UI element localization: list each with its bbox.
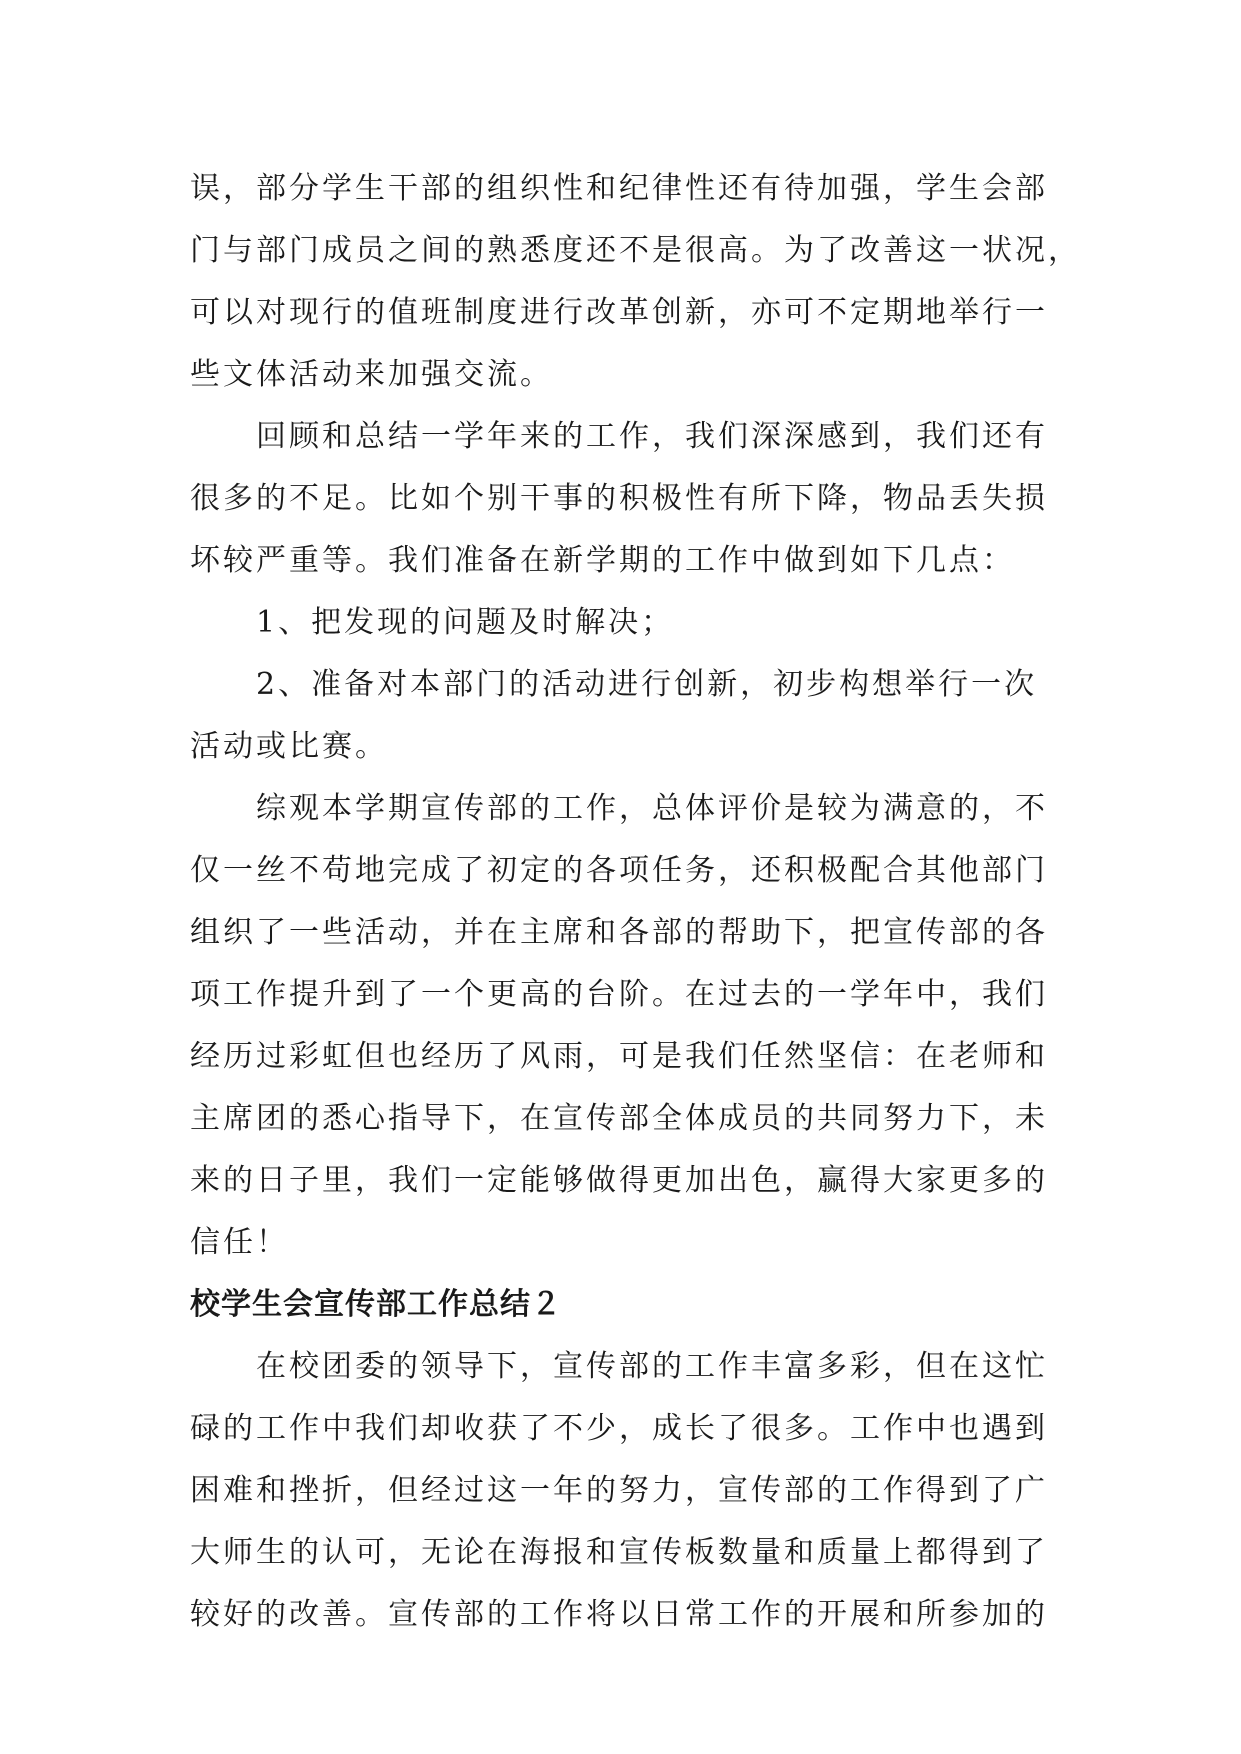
text-line: 很多的不足。比如个别干事的积极性有所下降，物品丢失损 (190, 481, 1048, 516)
text-line: 信任！ (190, 1225, 289, 1260)
text-line: 主席团的悉心指导下，在宣传部全体成员的共同努力下，未 (190, 1101, 1048, 1136)
document-body (190, 158, 1090, 1646)
text-line: 困难和挫折，但经过这一年的努力，宣传部的工作得到了广 (190, 1473, 1048, 1508)
text-line: 综观本学期宣传部的工作，总体评价是较为满意的，不 (256, 791, 1048, 826)
text-line: 些文体活动来加强交流。 (190, 357, 553, 392)
text-line: 门与部门成员之间的熟悉度还不是很高。为了改善这一状况， (190, 233, 1081, 268)
paragraph (190, 778, 1090, 1274)
text-line: 在校团委的领导下，宣传部的工作丰富多彩，但在这忙 (256, 1349, 1048, 1384)
text-line: 1、把发现的问题及时解决； (256, 605, 675, 640)
text-line: 经历过彩虹但也经历了风雨，可是我们任然坚信：在老师和 (190, 1039, 1048, 1074)
text-line: 坏较严重等。我们准备在新学期的工作中做到如下几点： (190, 543, 1015, 578)
paragraph (190, 1336, 1090, 1646)
text-line: 误，部分学生干部的组织性和纪律性还有待加强，学生会部 (190, 171, 1048, 206)
text-line: 2、准备对本部门的活动进行创新，初步构想举行一次 (256, 667, 1038, 702)
text-line: 回顾和总结一学年来的工作，我们深深感到，我们还有 (256, 419, 1048, 454)
section-heading: 校学生会宣传部工作总结２ (190, 1287, 562, 1322)
text-line: 碌的工作中我们却收获了不少，成长了很多。工作中也遇到 (190, 1411, 1048, 1446)
list-item (190, 654, 1090, 778)
text-line: 较好的改善。宣传部的工作将以日常工作的开展和所参加的 (190, 1597, 1048, 1632)
text-line: 可以对现行的值班制度进行改革创新，亦可不定期地举行一 (190, 295, 1048, 330)
text-line: 项工作提升到了一个更高的台阶。在过去的一学年中，我们 (190, 977, 1048, 1012)
text-line: 组织了一些活动，并在主席和各部的帮助下，把宣传部的各 (190, 915, 1048, 950)
text-line: 来的日子里，我们一定能够做得更加出色，赢得大家更多的 (190, 1163, 1048, 1198)
list-item (190, 592, 1090, 654)
text-line: 仅一丝不苟地完成了初定的各项任务，还积极配合其他部门 (190, 853, 1048, 888)
text-line: 活动或比赛。 (190, 729, 388, 764)
paragraph (190, 406, 1090, 592)
text-line: 大师生的认可，无论在海报和宣传板数量和质量上都得到了 (190, 1535, 1048, 1570)
paragraph (190, 158, 1090, 406)
